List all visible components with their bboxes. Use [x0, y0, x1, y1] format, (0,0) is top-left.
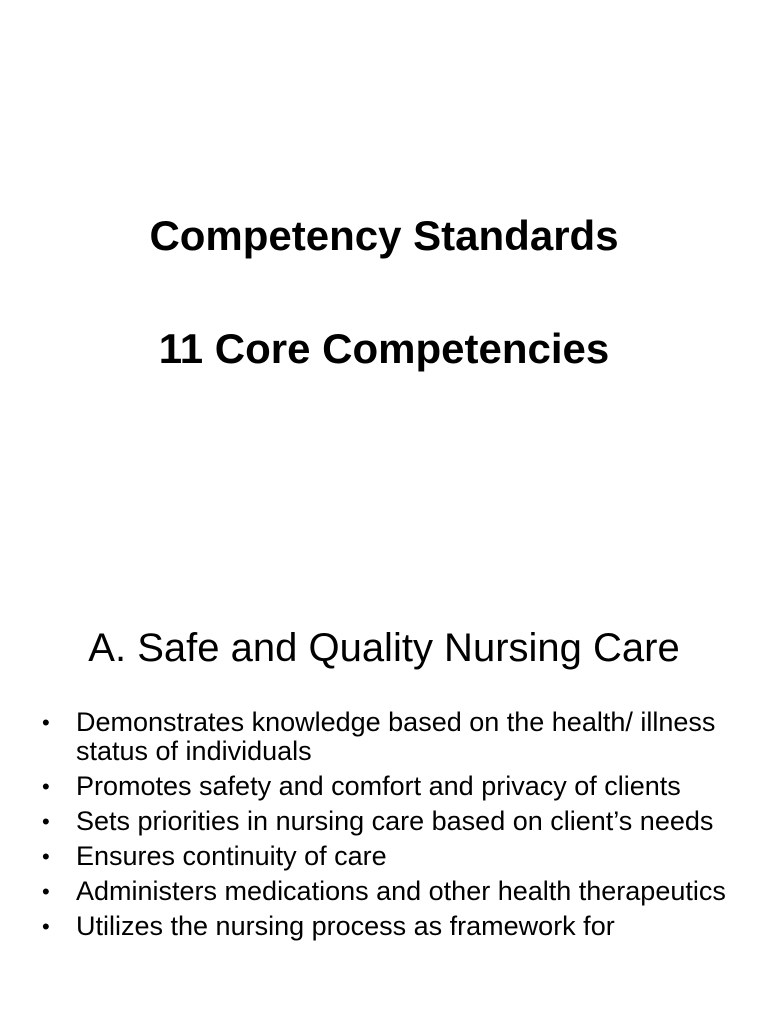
bullet-icon: • — [42, 914, 50, 939]
bullet-text: Utilizes the nursing process as framework for — [76, 911, 615, 941]
slide-subtitle: 11 Core Competencies — [158, 325, 610, 372]
section-heading: A. Safe and Quality Nursing Care — [88, 626, 680, 670]
bullet-icon: • — [42, 774, 50, 799]
list-item — [40, 772, 740, 801]
list-item — [40, 877, 740, 906]
bullet-text: Demonstrates knowledge based on the health/ illness status of individuals — [76, 707, 716, 766]
bullet-text: Ensures continuity of care — [76, 841, 387, 871]
bullet-text: Promotes safety and comfort and privacy of clients — [76, 771, 681, 801]
list-item — [40, 807, 740, 836]
bullet-text: Administers medications and other health therapeutics — [76, 876, 726, 906]
bullet-icon: • — [42, 809, 50, 834]
bullet-icon: • — [42, 879, 50, 904]
bullet-icon: • — [42, 844, 50, 869]
bullet-icon: • — [42, 710, 50, 735]
content-slide — [0, 576, 768, 1024]
bullet-list — [40, 708, 740, 947]
list-item — [40, 842, 740, 871]
slide-title: Competency Standards — [149, 212, 619, 259]
list-item — [40, 912, 740, 941]
bullet-text: Sets priorities in nursing care based on client’s needs — [76, 806, 714, 836]
list-item — [40, 708, 740, 766]
